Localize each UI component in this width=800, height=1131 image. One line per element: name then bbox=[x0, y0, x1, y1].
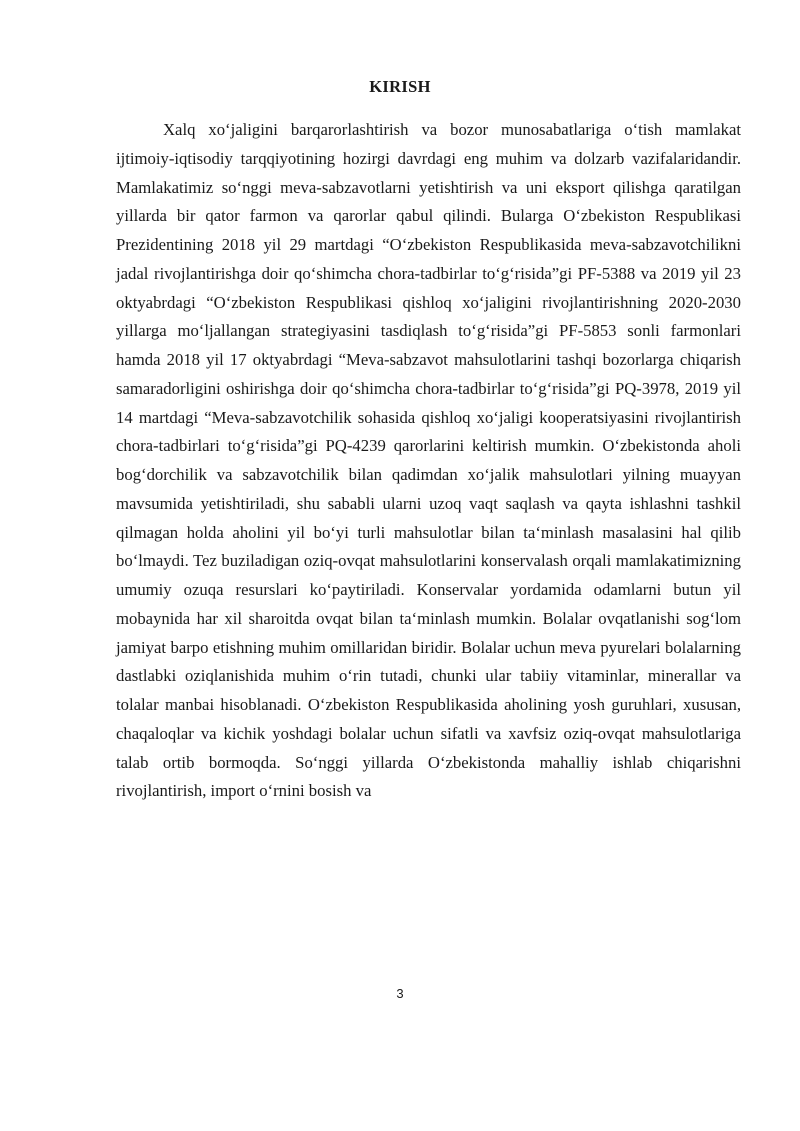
page-number: 3 bbox=[396, 986, 404, 1001]
section-heading: KIRISH bbox=[369, 77, 431, 96]
body-paragraph: Xalq xo‘jaligini barqarorlashtirish va bozor munosabatlariga o‘tish mamlakat ijtimoiy-iqtisodiy tarqqiyotining hozirgi davrdagi eng muhim va dolzarb vazifalaridandir. Mamlakatimiz so‘nggi meva-sabzavotlarni yetishtirish va uni eksport qilishga qaratilgan yillarda bir qator farmon va qarorlar qabul qilindi. Bularga O‘zbekiston Respublikasi Prezidentining 2018 yil 29 martdagi “O‘zbekiston Respublikasida meva-sabzavotchilikni jadal rivojlantirishga doir qo‘shimcha chora-tadbirlar to‘g‘risida”gi PF-5388 va 2019 yil 23 oktyabrdagi “O‘zbekiston Respublikasi qishloq xo‘jaligini rivojlantirishning 2020-2030 yillarga mo‘ljallangan strategiyasini tasdiqlash to‘g‘risida”gi PF-5853 sonli farmonlari hamda 2018 yil 17 oktyabrdagi “Meva-sabzavot mahsulotlarini tashqi bozorlarga chiqarish samaradorligini oshirishga doir qo‘shimcha chora-tadbirlar to‘g‘risida”gi PQ-3978, 2019 yil 14 martdagi “Meva-sabzavotchilik sohasida qishloq xo‘jaligi kooperatsiyasini rivojlantirish chora-tadbirlari to‘g‘risida”gi PQ-4239 qarorlarini keltirish mumkin. O‘zbekistonda aholi bog‘dorchilik va sabzavotchilik bilan qadimdan xo‘jalik mahsulotlari yilning muayyan mavsumida yetishtiriladi, shu sababli ularni uzoq vaqt saqlash va qayta ishlashni tashkil qilmagan holda aholini yil bo‘yi turli mahsulotlar bilan ta‘minlash masalasini hal qilib bo‘lmaydi. Tez buziladigan oziq-ovqat mahsulotlarini konservalash orqali mamlakatimizning umumiy ozuqa resurslari ko‘paytiriladi. Konservalar yordamida odamlarni butun yil mobaynida har xil sharoitda ovqat bilan ta‘minlash mumkin. Bolalar ovqatlanishi sog‘lom jamiyat barpo etishning muhim omillaridan biridir. Bolalar uchun meva pyurelari bolalarning dastlabki oziqlanishida muhim o‘rin tutadi, chunki ular tabiiy vitaminlar, minerallar va tolalar manbai hisoblanadi. O‘zbekiston Respublikasida aholining yosh guruhlari, xususan, chaqaloqlar va kichik yoshdagi bolalar uchun sifatli va xavfsiz oziq-ovqat mahsulotlariga talab ortib bormoqda. So‘nggi yillarda O‘zbekistonda mahalliy ishlab chiqarishni rivojlantirish, import o‘rnini bosish va bbox=[116, 120, 741, 801]
